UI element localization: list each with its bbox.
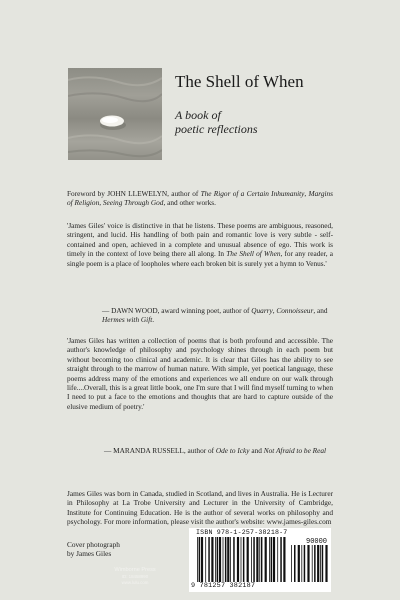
barcode-bar [251,537,252,582]
barcode-bar [211,537,213,582]
barcode-bar [312,545,313,582]
review-attribution-2: — MARANDA RUSSELL, author of Ode to Icky and Not Afraid to be Real [104,446,327,455]
barcode-bar [280,537,282,582]
review-attribution-1: — DAWN WOOD, award winning poet, author of Quarry, Connoisseur, and Hermes with Gift. [102,306,328,325]
barcode-bar [223,537,224,582]
barcode-bar [283,537,285,582]
barcode-bar [233,537,235,582]
barcode-bar [243,537,245,582]
barcode-bar [259,537,260,582]
barcode-bar [237,537,239,582]
book-subtitle [175,108,325,136]
subtitle-line-2: poetic reflections [175,122,258,136]
barcode-digits: 9 781257 382187 [191,582,256,590]
barcode-bar [314,545,316,582]
barcode-bar [230,537,231,582]
barcode-bar [201,537,203,582]
barcode-bar [225,537,227,582]
barcode-bar [205,537,206,582]
barcode-bar [208,537,210,582]
publisher-url: www.lulu.com [121,580,149,585]
barcode-bar [219,537,221,582]
barcode-bar [197,537,198,582]
barcode-bar [307,545,309,582]
price-code: 90000 [306,538,328,546]
barcode-bar [294,545,296,582]
barcode-bar [261,537,263,582]
shell-on-sand-image [68,68,162,160]
barcode-bar [269,537,270,582]
barcode-bar [247,537,249,582]
barcode-bar [277,537,278,582]
barcode-bar [256,537,258,582]
barcode-bar [217,537,219,582]
barcode-bar [253,537,255,582]
photo-credit [67,540,167,559]
photo-credit-line-1: Cover photograph [67,540,120,549]
barcode-bar [215,537,216,582]
review-quote-1: 'James Giles' voice is distinctive in that he listens. These poems are ambiguous, reasoned, stringent, and lucid. His handling of both pain and romantic love is very subtle - self-contained and open, achieved in a complete and unusual absence of ego. This work is timely in the context of love being there all along. In The Shell of When, for any reader, a single poem is a place of loopholes where each broken bit is surely yet a hymn to Venus.' [67,221,333,268]
barcode-bar [265,537,267,582]
barcode-bar [298,545,300,582]
book-title: The Shell of When [175,72,304,91]
barcode-bar [325,545,327,582]
barcode-bar [301,545,302,582]
barcode-bar [271,537,273,582]
isbn-label: ISBN 978-1-257-38218-7 [196,529,288,536]
photo-credit-line-2: by James Giles [67,549,112,559]
barcode-bar [317,545,319,582]
barcode-bar [273,537,275,582]
barcode-bar [227,537,229,582]
subtitle-line-1: A book of [175,108,221,122]
foreword-credit: Foreword by JOHN LLEWELYN, author of The Rigor of a Certain Inhumanity, Margins of Religion, Seeing Through God, and other works. [67,189,333,208]
review-quote-2: 'James Giles has written a collection of poems that is both profound and accessible. The author's knowledge of philosophy and psychology shines through in each poem but without becoming too clinical and academic. It is clear that Giles has the ability to see straight through to the marrow of human nature. With simple, yet poetical language, these poems address many of the emotions and experiences we all endure on our walk through life....Overall, this is a great little book, one I'm sure that I will find myself turning to when I need to put a face to the emotions and thoughts that are hard to capture outside of the elusive medium of poetry.' [67,336,333,411]
barcode-bar [199,537,201,582]
barcode-bar [320,545,321,582]
isbn-barcode [189,528,331,592]
barcode-bar [322,545,324,582]
barcode-bar [304,545,306,582]
author-bio: James Giles was born in Canada, studied in Scotland, and lives in Australia. He is Lecturer in Philosophy at La Trobe University and Lecturer in the University of Cambridge, Institute for Continuing Education. He is the author of several works on philosophy and psychology. For more information, please visit the author's website: www.james-giles.com [67,489,333,527]
barcode-bar [241,537,242,582]
barcode-bar [291,545,292,582]
publisher-imprint [100,567,170,586]
cover-photo [68,68,162,160]
publisher-name: Wimborne Press [114,567,156,573]
publisher-id: ID: 18458990 [121,574,149,579]
